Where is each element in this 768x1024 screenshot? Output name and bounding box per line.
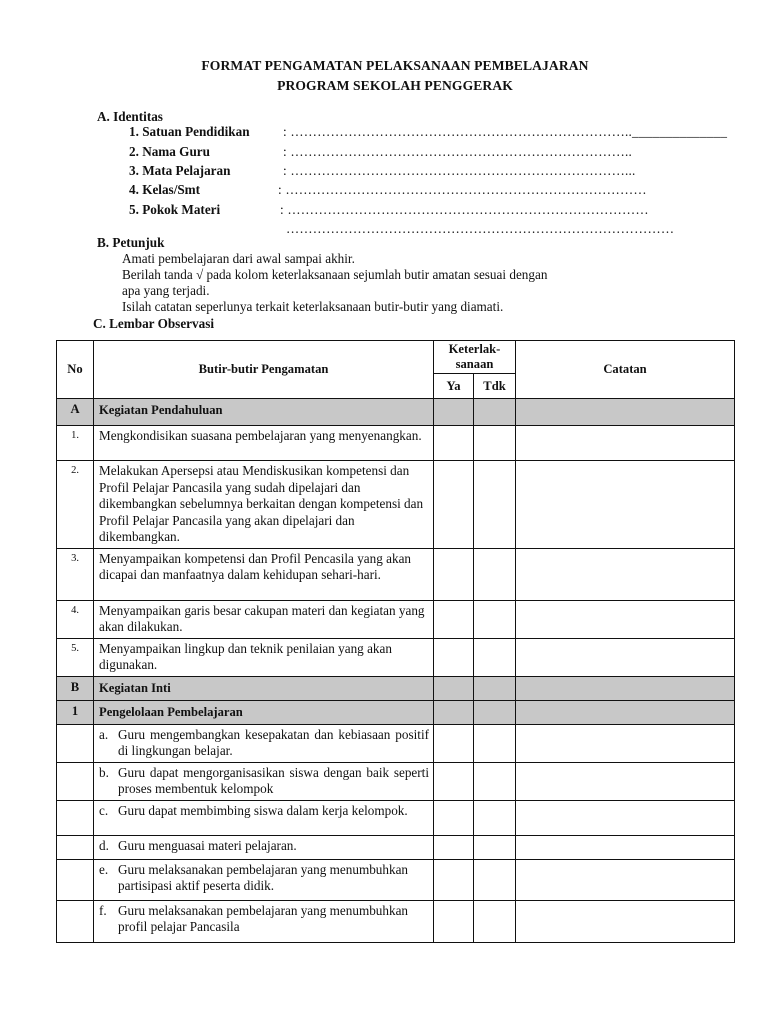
catatan-cell[interactable]: [516, 724, 735, 762]
tdk-cell[interactable]: [474, 724, 516, 762]
row-no-empty: [57, 900, 94, 942]
petunjuk-heading: B. Petunjuk: [97, 235, 165, 250]
catatan-cell[interactable]: [516, 461, 735, 549]
catatan-cell[interactable]: [516, 835, 735, 859]
subsection-row-pengelolaan: [57, 700, 735, 724]
header-tdk: Tdk: [474, 374, 516, 399]
row-letter: b.: [99, 764, 109, 780]
table-row: [57, 426, 735, 461]
row-no: 5.: [57, 638, 94, 676]
ya-cell[interactable]: [434, 548, 474, 600]
ya-cell[interactable]: [434, 700, 474, 724]
identitas-label-mata-pelajaran: 3. Mata Pelajaran: [129, 163, 231, 178]
identitas-value-mata-pelajaran[interactable]: : …………………………………………………………………...: [283, 163, 636, 178]
table-row: [57, 800, 735, 835]
row-no-empty: [57, 762, 94, 800]
table-row: [57, 900, 735, 942]
section-label: Kegiatan Pendahuluan: [94, 399, 434, 426]
tdk-cell[interactable]: [474, 399, 516, 426]
catatan-cell[interactable]: [516, 859, 735, 900]
ya-cell[interactable]: [434, 800, 474, 835]
ya-cell[interactable]: [434, 724, 474, 762]
table-row: [57, 835, 735, 859]
row-text: Guru menguasai materi pelajaran.: [118, 837, 297, 853]
row-letter: e.: [99, 861, 109, 877]
ya-cell[interactable]: [434, 600, 474, 638]
ya-cell[interactable]: [434, 859, 474, 900]
identitas-value-nama-guru[interactable]: : …………………………………………………………………..: [283, 144, 633, 159]
row-no-empty: [57, 724, 94, 762]
ya-cell[interactable]: [434, 900, 474, 942]
ya-cell[interactable]: [434, 426, 474, 461]
section-row-inti: [57, 676, 735, 700]
table-row: [57, 762, 735, 800]
identitas-value-continuation[interactable]: ……………………………………………………………………………: [286, 221, 675, 236]
tdk-cell[interactable]: [474, 900, 516, 942]
header-catatan: Catatan: [516, 341, 735, 399]
section-no: B: [57, 676, 94, 700]
row-no: 1.: [57, 426, 94, 461]
ya-cell[interactable]: [434, 835, 474, 859]
row-text: Menyampaikan garis besar cakupan materi dan kegiatan yang akan dilakukan.: [94, 600, 434, 638]
table-row: [57, 461, 735, 549]
catatan-cell[interactable]: [516, 600, 735, 638]
row-text: Guru dapat mengorganisasikan siswa dengan baik seperti proses membentuk kelompok: [118, 764, 429, 796]
ya-cell[interactable]: [434, 676, 474, 700]
header-ya: Ya: [434, 374, 474, 399]
ya-cell[interactable]: [434, 461, 474, 549]
document-subtitle: PROGRAM SEKOLAH PENGGERAK: [277, 78, 513, 93]
tdk-cell[interactable]: [474, 676, 516, 700]
identitas-label-pokok-materi: 5. Pokok Materi: [129, 202, 221, 217]
subsection-no: 1: [57, 700, 94, 724]
ya-cell[interactable]: [434, 399, 474, 426]
subsection-label: Pengelolaan Pembelajaran: [94, 700, 434, 724]
petunjuk-line: Amati pembelajaran dari awal sampai akhir.: [122, 251, 355, 266]
row-text: Guru dapat membimbing siswa dalam kerja kelompok.: [118, 802, 408, 818]
identitas-heading: A. Identitas: [97, 109, 163, 124]
document-title: FORMAT PENGAMATAN PELAKSANAAN PEMBELAJARAN: [201, 58, 589, 73]
table-row: [57, 859, 735, 900]
section-no: A: [57, 399, 94, 426]
petunjuk-line: Berilah tanda √ pada kolom keterlaksanaan sejumlah butir amatan sesuai dengan: [122, 267, 548, 282]
petunjuk-line: apa yang terjadi.: [122, 283, 210, 298]
tdk-cell[interactable]: [474, 762, 516, 800]
lembar-observasi-heading: C. Lembar Observasi: [93, 316, 215, 331]
catatan-cell[interactable]: [516, 900, 735, 942]
row-text: Mengkondisikan suasana pembelajaran yang menyenangkan.: [94, 426, 434, 461]
header-keterlaksanaan: Keterlak- sanaan: [434, 341, 516, 374]
tdk-cell[interactable]: [474, 548, 516, 600]
row-no: 3.: [57, 548, 94, 600]
petunjuk-line: Isilah catatan seperlunya terkait keterlaksanaan butir-butir yang diamati.: [122, 299, 504, 314]
tdk-cell[interactable]: [474, 426, 516, 461]
catatan-cell[interactable]: [516, 638, 735, 676]
table-header-row: [57, 341, 735, 374]
table-row: [57, 638, 735, 676]
identitas-value-pokok-materi[interactable]: : ………………………………………………………………………: [280, 202, 649, 217]
catatan-cell[interactable]: [516, 762, 735, 800]
catatan-cell[interactable]: [516, 676, 735, 700]
tdk-cell[interactable]: [474, 638, 516, 676]
tdk-cell[interactable]: [474, 461, 516, 549]
row-no-empty: [57, 859, 94, 900]
ya-cell[interactable]: [434, 762, 474, 800]
catatan-cell[interactable]: [516, 700, 735, 724]
row-letter: d.: [99, 837, 109, 853]
row-text: Guru melaksanakan pembelajaran yang menumbuhkan partisipasi aktif peserta didik.: [118, 861, 409, 893]
row-no: 2.: [57, 461, 94, 549]
tdk-cell[interactable]: [474, 835, 516, 859]
row-no: 4.: [57, 600, 94, 638]
tdk-cell[interactable]: [474, 700, 516, 724]
tdk-cell[interactable]: [474, 800, 516, 835]
catatan-cell[interactable]: [516, 548, 735, 600]
identitas-value-kelas[interactable]: : ………………………………………………………………………: [278, 182, 647, 197]
tdk-cell[interactable]: [474, 859, 516, 900]
tdk-cell[interactable]: [474, 600, 516, 638]
row-letter: c.: [99, 802, 109, 818]
row-no-empty: [57, 835, 94, 859]
catatan-cell[interactable]: [516, 399, 735, 426]
identitas-label-kelas: 4. Kelas/Smt: [129, 182, 201, 197]
row-no-empty: [57, 800, 94, 835]
row-text: Menyampaikan lingkup dan teknik penilaian yang akan digunakan.: [94, 638, 434, 676]
header-no: No: [57, 341, 94, 399]
row-letter: f.: [99, 902, 107, 918]
ya-cell[interactable]: [434, 638, 474, 676]
row-letter: a.: [99, 726, 109, 742]
row-text: Melakukan Apersepsi atau Mendiskusikan kompetensi dan Profil Pelajar Pancasila yang sudah dipelajari dan dikembangkan sebelumnya berkaitan dengan kompetensi dan Profil Pelajar Pancasila yang akan dipelajari dan dikembangkan.: [94, 461, 434, 549]
table-row: [57, 548, 735, 600]
table-row: [57, 724, 735, 762]
row-text: Guru melaksanakan pembelajaran yang menumbuhkan profil pelajar Pancasila: [118, 902, 409, 934]
identitas-value-satuan[interactable]: : …………………………………………………………………..______________: [283, 124, 728, 139]
section-row-pendahuluan: [57, 399, 735, 426]
row-text: Guru mengembangkan kesepakatan dan kebiasaan positif di lingkungan belajar.: [118, 726, 429, 758]
observation-table: [56, 340, 735, 943]
catatan-cell[interactable]: [516, 426, 735, 461]
identitas-label-satuan: 1. Satuan Pendidikan: [129, 124, 250, 139]
identitas-label-nama-guru: 2. Nama Guru: [129, 144, 210, 159]
row-text: Menyampaikan kompetensi dan Profil Pencasila yang akan dicapai dan manfaatnya dalam kehidupan sehari-hari.: [94, 548, 434, 600]
header-butir: Butir-butir Pengamatan: [94, 341, 434, 399]
table-row: [57, 600, 735, 638]
catatan-cell[interactable]: [516, 800, 735, 835]
section-label: Kegiatan Inti: [94, 676, 434, 700]
